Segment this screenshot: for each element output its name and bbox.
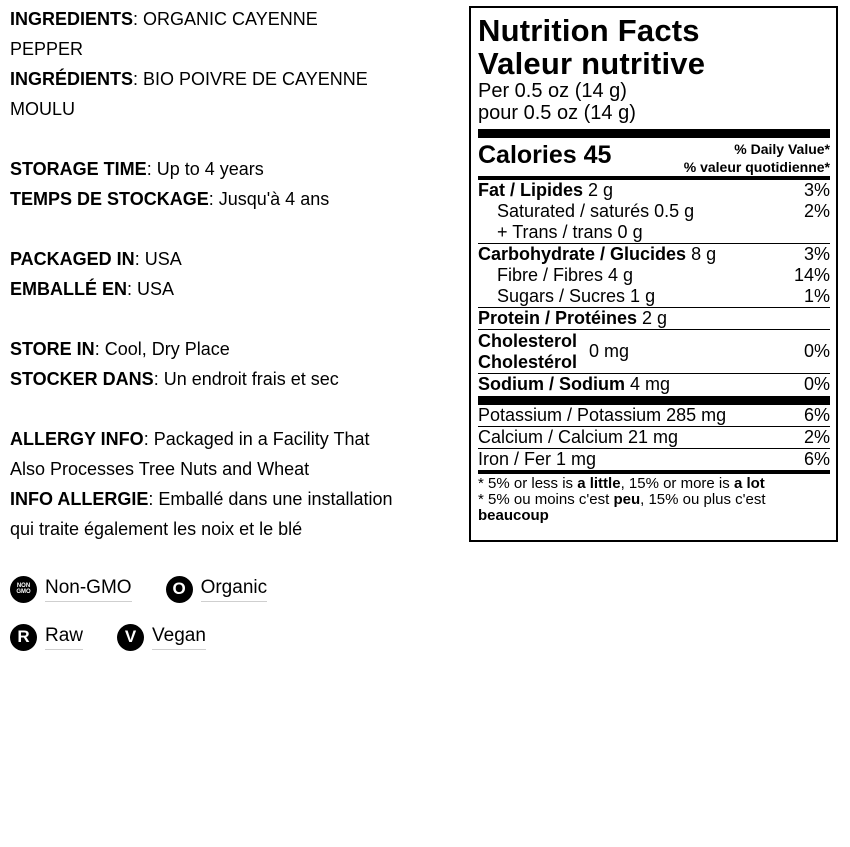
nutrition-facts-panel [469,6,838,542]
allergy-label: ALLERGY INFO [10,429,144,449]
storage-en [10,154,465,184]
badge-non-gmo [10,576,132,603]
store-fr-label: STOCKER DANS [10,369,154,389]
ingredients-label: INGREDIENTS [10,9,134,29]
ingredients-fr-text: : BIO POIVRE DE CAYENNE [133,69,368,89]
ingredients-text-cont: PEPPER [10,39,84,59]
non-gmo-label: Non-GMO [45,577,132,602]
ingredients-fr-label: INGRÉDIENTS [10,69,134,89]
allergy-text: : Packaged in a Facility That [143,429,370,449]
badge-vegan [117,624,206,651]
fibre-row: Fibre / Fibres 4 g 14% [497,265,830,285]
storage-label: STORAGE TIME [10,159,147,179]
potassium-row: Potassium / Potassium 285 mg 6% [478,405,830,425]
allergy-en [10,424,465,484]
allergy-fr-text-cont: qui traite également les noix et le blé [10,519,303,539]
calories-row [478,138,830,176]
store-fr-text: : Un endroit frais et sec [153,369,339,389]
packaged-label: PACKAGED IN [10,249,135,269]
saturated-row: Saturated / saturés 0.5 g 2% [497,201,830,221]
store-text: : Cool, Dry Place [94,339,230,359]
organic-icon: O [166,576,193,603]
sodium-row: Sodium / Sodium 4 mg 0% [478,374,830,394]
raw-icon: R [10,624,37,651]
allergy-fr-label: INFO ALLERGIE [10,489,149,509]
protein-row: Protein / Protéines 2 g [478,308,668,328]
serving-size-en: Per 0.5 oz (14 g) [478,80,627,102]
footnote: * 5% or less is a little, 15% or more is a lot * 5% ou moins c'est peu, 15% ou plus c'est beaucoup [478,475,766,524]
serving-size-fr: pour 0.5 oz (14 g) [478,102,636,124]
packaged-fr-text: : USA [127,279,175,299]
store-label: STORE IN [10,339,95,359]
nutrition-title-en: Nutrition Facts [478,13,700,48]
non-gmo-icon: NON GMO [10,576,37,603]
packaged-en [10,244,465,274]
ingredients-text: : ORGANIC CAYENNE [133,9,318,29]
storage-text: : Up to 4 years [146,159,264,179]
vegan-icon: V [117,624,144,651]
sugars-row: Sugars / Sucres 1 g 1% [497,286,830,306]
store-fr [10,364,465,394]
packaged-text: : USA [134,249,182,269]
ingredients-en [10,4,465,64]
product-info [10,4,465,544]
store-en [10,334,465,364]
nutrition-title-fr: Valeur nutritive [478,46,706,81]
storage-fr [10,184,465,214]
storage-fr-label: TEMPS DE STOCKAGE [10,189,209,209]
allergy-fr [10,484,465,544]
vegan-label: Vegan [152,625,206,650]
fat-row: Fat / Lipides 2 g 3% [478,180,830,200]
badge-organic [166,576,268,603]
badges [10,574,310,670]
ingredients-fr [10,64,465,124]
ingredients-fr-text-cont: MOULU [10,99,76,119]
trans-row: + Trans / trans 0 g [497,222,643,242]
iron-row: Iron / Fer 1 mg 6% [478,449,830,469]
carbohydrate-row: Carbohydrate / Glucides 8 g 3% [478,244,830,264]
daily-value-header: % Daily Value* % valeur quotidienne* [683,141,830,175]
packaged-fr [10,274,465,304]
raw-label: Raw [45,625,83,650]
badge-raw [10,624,83,651]
allergy-fr-text: : Emballé dans une installation [148,489,393,509]
allergy-text-cont: Also Processes Tree Nuts and Wheat [10,459,310,479]
cholesterol-row: Cholesterol Cholestérol 0 mg 0% [478,330,830,372]
organic-label: Organic [201,577,268,602]
calcium-row: Calcium / Calcium 21 mg 2% [478,427,830,447]
storage-fr-text: : Jusqu'à 4 ans [208,189,330,209]
packaged-fr-label: EMBALLÉ EN [10,279,127,299]
calories: Calories 45 [478,141,612,169]
